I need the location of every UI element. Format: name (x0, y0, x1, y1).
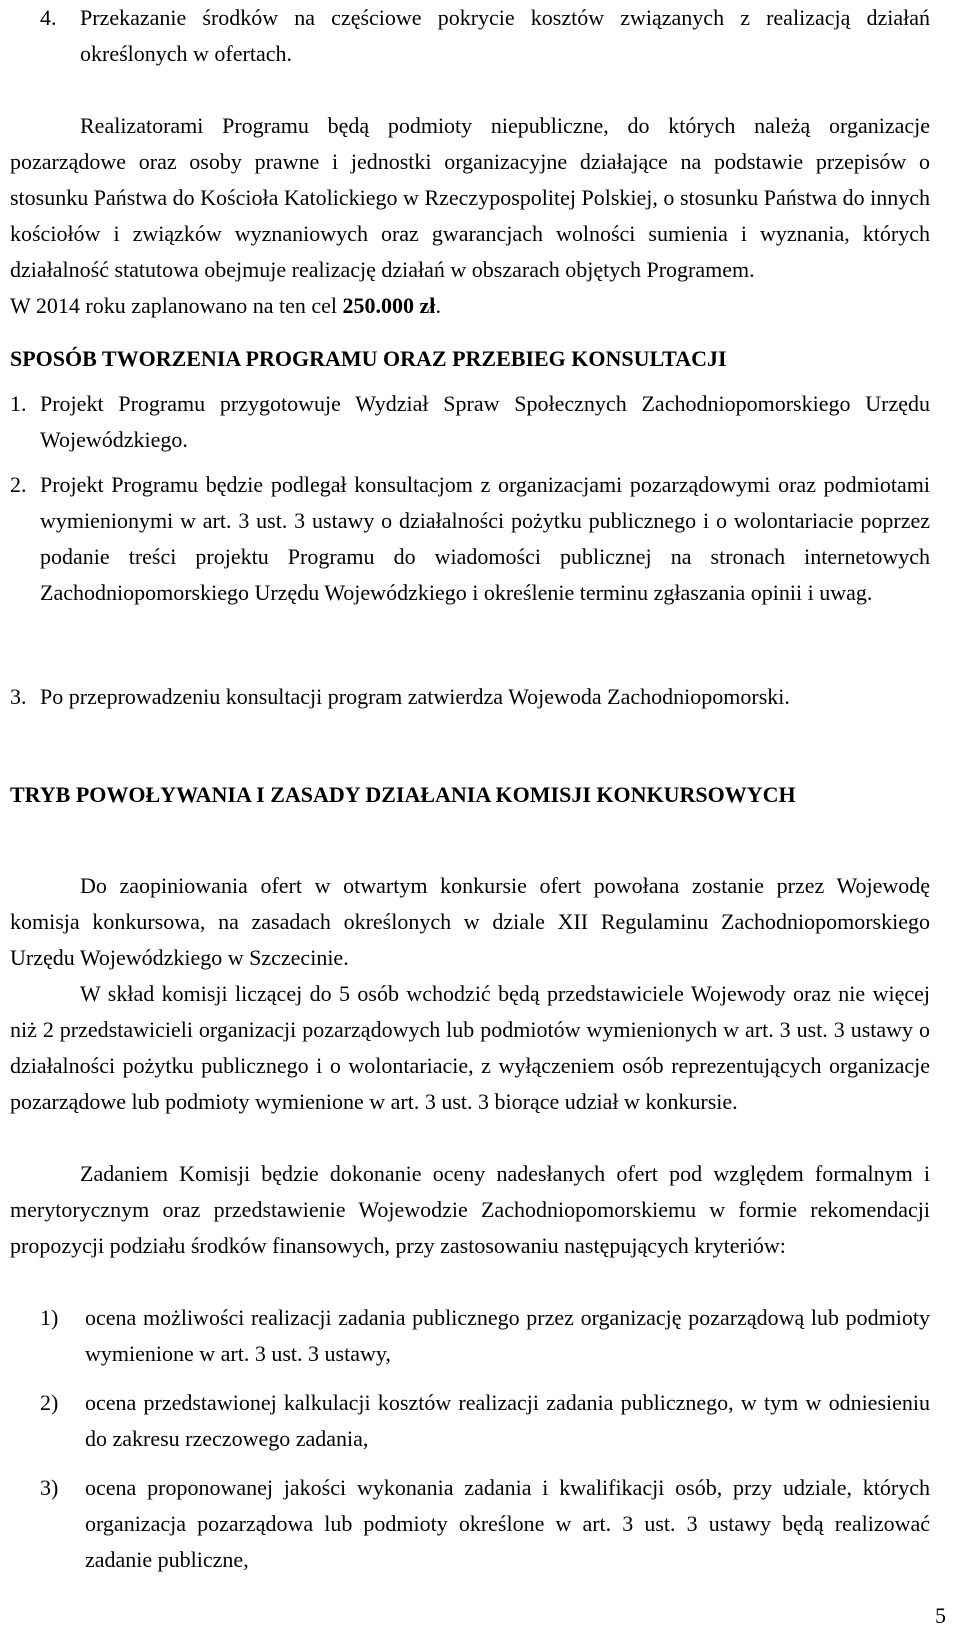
komisje-paragraph-2: W skład komisji liczącej do 5 osób wchodzić będą przedstawiciele Wojewody oraz nie więcej niż 2 przedstawicieli organizacji pozarządowych lub podmiotów wymienionych w art. 3 ust. 3 ustawy o działalności pożytku publicznego i o wolontariacie, z wyłączeniem osób reprezentujących organizacje pozarządowe lub podmioty wymienione w art. 3 ust. 3 biorące udział w konkursie. (10, 981, 930, 1114)
criterion-text: ocena proponowanej jakości wykonania zadania i kwalifikacji osób, przy udziale, których organizacja pozarządowa lub podmioty określone w art. 3 ust. 3 ustawy będą realizować zadanie publiczne, (85, 1475, 930, 1572)
realizatorzy-paragraph: Realizatorami Programu będą podmioty niepubliczne, do których należą organizacje pozarządowe oraz osoby prawne i jednostki organizacyjne działające na podstawie przepisów o stosunku Państwa do Kościoła Katolickiego w Rzeczypospolitej Polskiej, o stosunku Państwa do innych kościołów i związków wyznaniowych oraz gwarancjach wolności sumienia i wyznania, których działalność statutowa obejmuje realizację działań w obszarach objętych Programem. (10, 113, 930, 282)
consultation-item-number: 3. (10, 684, 27, 709)
criterion-text: ocena możliwości realizacji zadania publicznego przez organizację pozarządową lub podmioty wymienione w art. 3 ust. 3 ustawy, (85, 1305, 930, 1366)
consultation-item-1 (10, 386, 930, 458)
page-number: 5 (935, 1603, 946, 1628)
komisje-paragraph-1: Do zaopiniowania ofert w otwartym konkursie ofert powołana zostanie przez Wojewodę komisja konkursowa, na zasadach określonych w dziale XII Regulaminu Zachodniopomorskiego Urzędu Wojewódzkiego w Szczecinie. (10, 873, 930, 970)
criterion-number: 3) (40, 1475, 59, 1500)
amount-suffix: . (435, 293, 441, 318)
criterion-number: 1) (40, 1305, 59, 1330)
consultation-item-number: 2. (10, 472, 27, 497)
consultation-item-text: Projekt Programu będzie podlegał konsultacjom z organizacjami pozarządowymi oraz podmiotami wymienionymi w art. 3 ust. 3 ustawy o działalności pożytku publicznego i o wolontariacie poprzez podanie treści projektu Programu do wiadomości publicznej na stronach internetowych Zachodniopomorskiego Urzędu Wojewódzkiego i określenie terminu zgłaszania opinii i uwag. (40, 472, 930, 605)
criterion-2 (40, 1385, 930, 1457)
list-item-number: 4. (40, 5, 57, 30)
criterion-1 (40, 1300, 930, 1372)
amount-prefix: W 2014 roku zaplanowano na ten cel (10, 293, 343, 318)
list-item-4 (40, 0, 930, 72)
criterion-text: ocena przedstawionej kalkulacji kosztów realizacji zadania publicznego, w tym w odniesieniu do zakresu rzeczowego zadania, (85, 1390, 930, 1451)
section-heading-komisje: TRYB POWOŁYWANIA I ZASADY DZIAŁANIA KOMISJI KONKURSOWYCH (10, 782, 796, 807)
consultation-item-text: Projekt Programu przygotowuje Wydział Spraw Społecznych Zachodniopomorskiego Urzędu Wojewódzkiego. (40, 391, 930, 452)
criterion-number: 2) (40, 1390, 59, 1415)
consultation-item-3 (10, 679, 930, 715)
amount-line (10, 288, 930, 324)
consultation-item-number: 1. (10, 391, 27, 416)
consultation-item-text: Po przeprowadzeniu konsultacji program zatwierdza Wojewoda Zachodniopomorski. (40, 684, 790, 709)
consultation-item-2 (10, 467, 930, 611)
amount-value: 250.000 zł (342, 293, 436, 318)
list-item-text: Przekazanie środków na częściowe pokrycie kosztów związanych z realizacją działań określonych w ofertach. (80, 5, 930, 66)
komisje-paragraph-3: Zadaniem Komisji będzie dokonanie oceny nadesłanych ofert pod względem formalnym i merytorycznym oraz przedstawienie Wojewodzie Zachodniopomorskiemu w formie rekomendacji propozycji podziału środków finansowych, przy zastosowaniu następujących kryteriów: (10, 1161, 930, 1258)
section-heading-konsultacje: SPOSÓB TWORZENIA PROGRAMU ORAZ PRZEBIEG KONSULTACJI (10, 346, 727, 371)
criterion-3 (40, 1470, 930, 1578)
